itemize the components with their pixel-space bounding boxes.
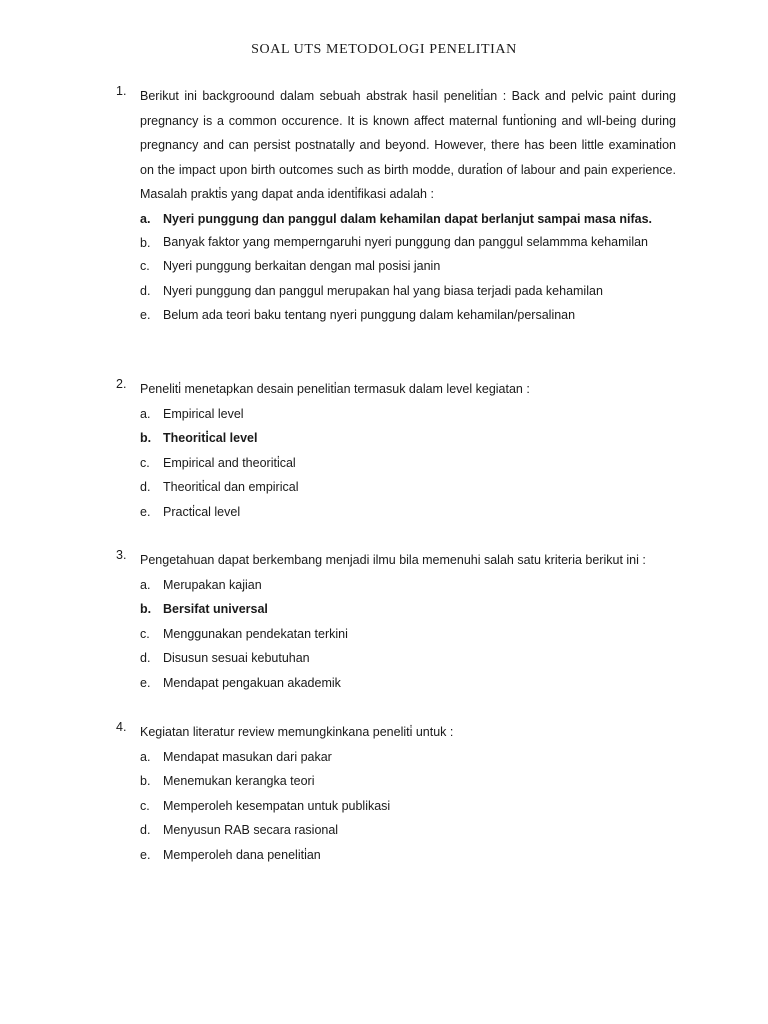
option-d [140, 475, 676, 500]
question-3 [116, 548, 676, 695]
option-letter: c. [140, 798, 150, 813]
question-number: 4. [116, 720, 127, 734]
option-text: Belum ada teori baku tentang nyeri punggung dalam kehamilan/persalinan [163, 308, 576, 322]
option-d [140, 818, 676, 843]
option-letter: a. [140, 749, 151, 764]
option-b [140, 769, 676, 794]
option-letter: d. [140, 283, 151, 298]
option-list [116, 573, 676, 696]
option-letter: e. [140, 504, 151, 519]
question-1 [116, 84, 676, 328]
option-letter: b. [140, 236, 151, 250]
option-c [140, 622, 676, 647]
question-text: Kegiatan literatur review memungkinkana peneliti̇ untuk : [140, 725, 454, 739]
option-e [140, 843, 676, 868]
option-letter: b. [140, 431, 152, 445]
option-text: Menggunakan pendekatan terkini [163, 626, 348, 641]
option-text: Nyeri punggung berkaitan dengan mal posisi janin [163, 259, 441, 273]
option-letter: a. [140, 211, 151, 226]
question-2 [116, 377, 676, 524]
question-number: 1. [116, 84, 127, 98]
option-text: Mendapat pengakuan akademik [163, 675, 341, 690]
option-letter: a. [140, 406, 151, 421]
option-c [140, 254, 676, 279]
option-c [140, 451, 676, 476]
document-title: SOAL UTS METODOLOGI PENELITIAN [251, 42, 517, 57]
option-a [140, 207, 676, 232]
option-letter: b. [140, 602, 152, 616]
question-text: Peneliti̇ menetapkan desain peneliti̇an termasuk dalam level kegiatan : [140, 382, 530, 396]
option-letter: e. [140, 847, 151, 862]
option-text: Memperoleh dana peneliti̇an [163, 847, 321, 862]
option-text: Bersifat universal [163, 602, 268, 616]
option-letter: e. [140, 675, 151, 690]
question-text: Berikut ini backgroound dalam sebuah abstrak hasil peneliti̇an : Back and pelvic paint during pregnancy is a common occurence. It is known affect maternal funti̇oning and wll-being during pregnancy and can persist postnatally and beyond. However, there has been little examinati̇on on the impact upon birth outcomes such as birth modde, durati̇on of labour and pain experience. Masalah prakti̇s yang dapat anda identi̇fikasi adalah : [140, 89, 676, 201]
option-e [140, 671, 676, 696]
option-text: Menyusun RAB secara rasional [163, 823, 339, 837]
option-text: Nyeri punggung dan panggul dalam kehamilan dapat berlanjut sampai masa nifas. [163, 211, 652, 226]
option-e [140, 303, 676, 328]
option-a [140, 745, 676, 770]
option-text: Menemukan kerangka teori [163, 774, 315, 788]
option-text: Merupakan kajian [163, 577, 262, 592]
option-letter: d. [140, 823, 151, 837]
option-letter: c. [140, 455, 150, 470]
option-list [116, 207, 676, 328]
option-list [116, 402, 676, 525]
option-text: Memperoleh kesempatan untuk publikasi [163, 798, 391, 813]
option-text: Empirical level [163, 406, 244, 421]
question-4 [116, 720, 676, 867]
option-letter: e. [140, 308, 151, 322]
option-letter: d. [140, 480, 151, 494]
option-letter: c. [140, 626, 150, 641]
option-text: Empirical and theoriti̇cal [163, 455, 296, 470]
option-text: Mendapat masukan dari pakar [163, 749, 332, 764]
option-a [140, 402, 676, 427]
question-number: 3. [116, 548, 127, 562]
option-e [140, 500, 676, 525]
option-b [140, 426, 676, 451]
option-c [140, 794, 676, 819]
option-text: Disusun sesuai kebutuhan [163, 651, 310, 665]
option-text: Nyeri punggung dan panggul merupakan hal yang biasa terjadi pada kehamilan [163, 283, 603, 298]
option-text: Theoriti̇cal level [163, 431, 258, 445]
option-text: Theoriti̇cal dan empirical [163, 480, 299, 494]
option-a [140, 573, 676, 598]
option-letter: c. [140, 259, 150, 273]
option-letter: d. [140, 651, 151, 665]
question-number: 2. [116, 377, 127, 391]
option-d [140, 646, 676, 671]
option-letter: a. [140, 577, 151, 592]
option-list [116, 745, 676, 868]
option-b [140, 597, 676, 622]
question-text: Pengetahuan dapat berkembang menjadi ilmu bila memenuhi salah satu kriteria berikut ini : [140, 553, 646, 567]
option-d [140, 279, 676, 304]
option-text: Practi̇cal level [163, 504, 241, 519]
option-b [140, 231, 676, 254]
option-letter: b. [140, 774, 151, 788]
option-text: Banyak faktor yang memperngaruhi nyeri punggung dan panggul selammma kehamilan [163, 235, 649, 249]
